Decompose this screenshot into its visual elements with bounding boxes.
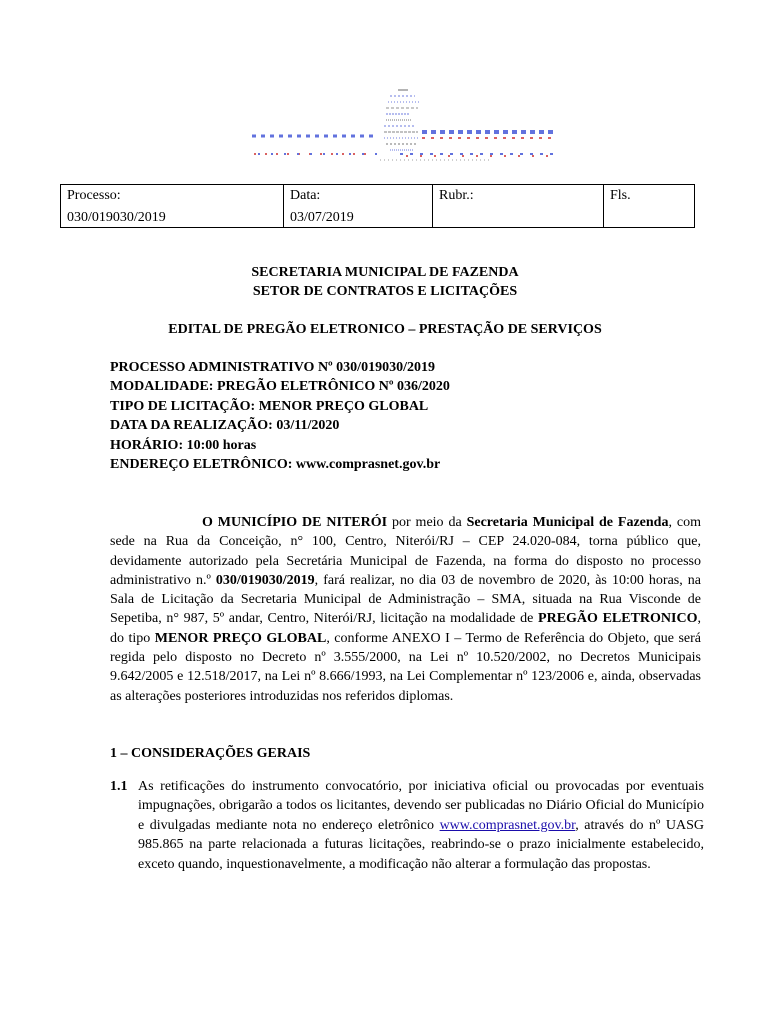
edital-header-details xyxy=(110,358,450,474)
process-info-table xyxy=(60,184,695,228)
item-text-before: As retificações do instrumento convocatório, por iniciativa oficial ou provocadas por eventuais impugnações, obrigarão a todos os licitantes, devendo ser publicadas no Diário Oficial do Município e divulgadas mediante nota no endereço eletrônico xyxy=(138,779,704,833)
comprasnet-link[interactable]: www.comprasnet.gov.br xyxy=(439,817,576,833)
intro-text-1: por meio da xyxy=(387,515,467,530)
processo-label: Processo: xyxy=(67,188,121,203)
item-number: 1.1 xyxy=(110,779,128,794)
processo-line: PROCESSO ADMINISTRATIVO Nº 030/019030/2019 xyxy=(110,360,435,375)
intro-text-4: , do tipo xyxy=(110,611,701,646)
processo-number: 030/019030/2019 xyxy=(215,572,315,588)
intro-text-3: , fará realizar, no dia 03 de novembro de 2020, às 10:00 horas, na Sala de Licitação da Secretaria Municipal de Administração – SMA, situada na Rua Visconde de Sepetiba, n° 987, 5º andar, Centro, Niterói/RJ, licitação na modalidade de xyxy=(110,572,702,627)
processo-value: 030/019030/2019 xyxy=(67,210,166,225)
fls-label: Fls. xyxy=(610,188,631,203)
secretaria-name: Secretaria Municipal de Fazenda xyxy=(466,515,669,530)
setor-title: SETOR DE CONTRATOS E LICITAÇÕES xyxy=(252,284,518,299)
data-cell xyxy=(284,185,433,228)
data-realizacao-line: DATA DA REALIZAÇÃO: 03/11/2020 xyxy=(110,418,340,434)
modalidade-line: MODALIDADE: PREGÃO ELETRÔNICO Nº 036/2020 xyxy=(110,379,450,395)
rubr-cell xyxy=(433,185,604,228)
processo-cell xyxy=(61,185,284,228)
intro-text-2: , com sede na Rua da Conceição, n° 100, Centro, Niterói/RJ – CEP 24.020-084, torna público que, devidamente autorizado pela Secretária Municipal de Fazenda, na forma do disposto no processo administrativo n.º xyxy=(110,515,701,588)
item-text-after: , através do nº UASG 985.865 na parte relacionada a futuras licitações, reabrindo-se o prazo inicialmente estabelecido, exceto quando, inquestionavelmente, a modificação não alterar a formulação das propostas. xyxy=(138,817,704,872)
edital-title: EDITAL DE PREGÃO ELETRONICO – PRESTAÇÃO DE SERVIÇOS xyxy=(168,322,602,337)
secretaria-title: SECRETARIA MUNICIPAL DE FAZENDA xyxy=(251,265,519,280)
section-1-title: 1 – CONSIDERAÇÕES GERAIS xyxy=(110,746,311,761)
horario-line: HORÁRIO: 10:00 horas xyxy=(110,437,257,453)
tipo-line: TIPO DE LICITAÇÃO: MENOR PREÇO GLOBAL xyxy=(110,398,429,414)
municipality-logo xyxy=(250,88,560,166)
tipo-name: MENOR PREÇO GLOBAL xyxy=(154,630,327,646)
data-value: 03/07/2019 xyxy=(290,210,354,225)
modalidade-name: PREGÃO ELETRONICO xyxy=(538,611,698,627)
municipio-name: O MUNICÍPIO DE NITERÓI xyxy=(202,515,388,530)
intro-text-5: , conforme ANEXO I – Termo de Referência do Objeto, que será regida pelo disposto no Decreto nº 3.555/2000, na Lei nº 10.520/2002, no Decretos Municipais 9.642/2005 e 12.518/2017, na Lei nº 8.666/1993, na Lei Complementar nº 123/2006 e, ainda, observadas as alterações posteriores introduzidas nos referidos diplomas. xyxy=(110,630,701,704)
item-text xyxy=(138,777,704,874)
rubr-label: Rubr.: xyxy=(439,188,474,203)
intro-paragraph xyxy=(110,513,701,706)
fls-cell xyxy=(604,185,695,228)
endereco-line: ENDEREÇO ELETRÔNICO: www.comprasnet.gov.br xyxy=(110,457,441,473)
data-label: Data: xyxy=(290,188,321,203)
